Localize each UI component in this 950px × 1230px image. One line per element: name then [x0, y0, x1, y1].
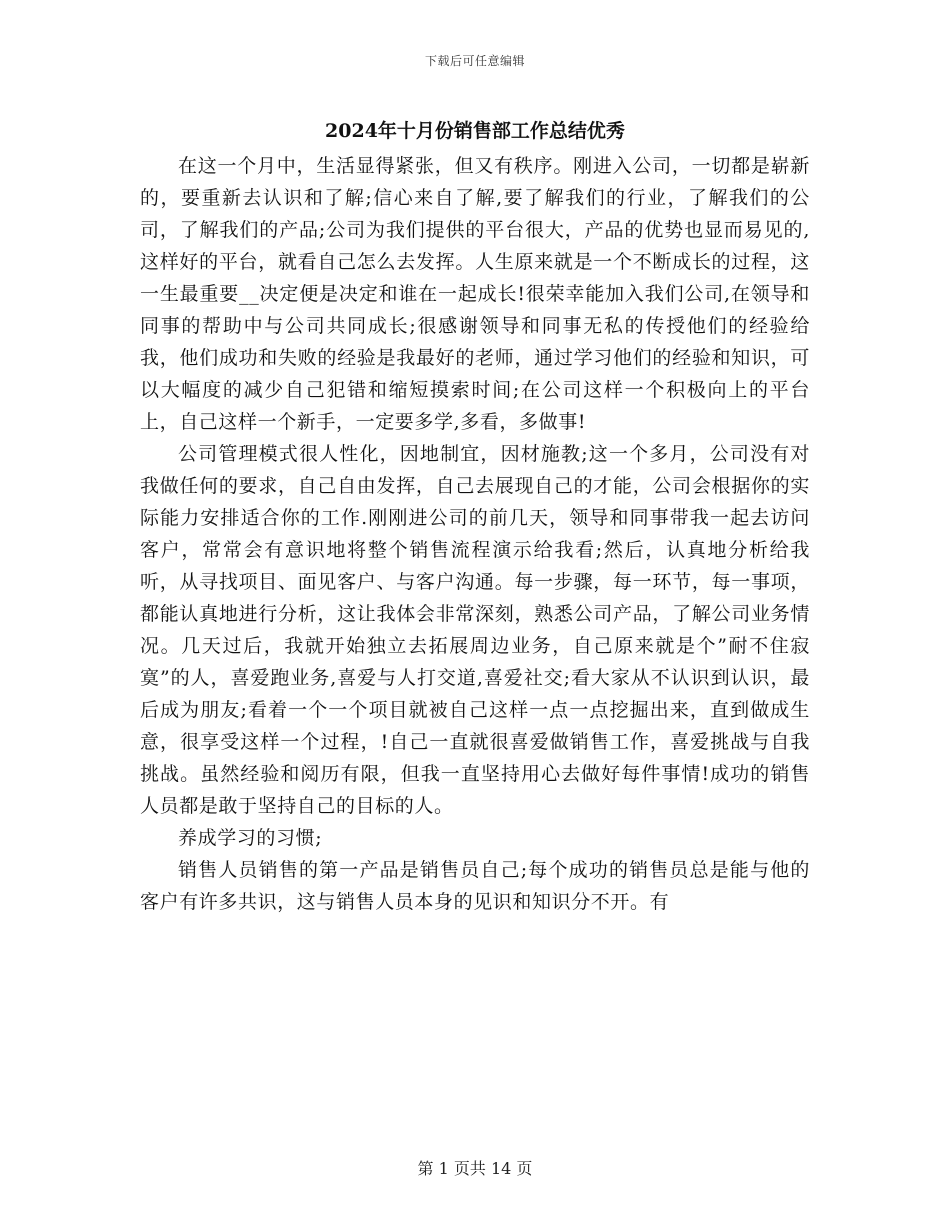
paragraph-1: 在这一个月中，生活显得紧张，但又有秩序。刚进入公司，一切都是崭新的，要重新去认识和了解;信心来自了解,要了解我们的行业，了解我们的公司，了解我们的产品;公司为我们提供的平台很大，产品的优势也显而易见的,这样好的平台，就看自己怎么去发挥。人生原来就是一个不断成长的过程，这一生最重要__决定便是决定和谁在一起成长!很荣幸能加入我们公司,在领导和同事的帮助中与公司共同成长;很感谢领导和同事无私的传授他们的经验给我，他们成功和失败的经验是我最好的老师，通过学习他们的经验和知识，可以大幅度的减少自己犯错和缩短摸索时间;在公司这样一个积极向上的平台上，自己这样一个新手，一定要多学,多看，多做事! [140, 155, 810, 433]
paragraph-4: 销售人员销售的第一产品是销售员自己;每个成功的销售员总是能与他的客户有许多共识，这与销售人员本身的见识和知识分不开。有 [140, 859, 810, 913]
paragraph-2: 公司管理模式很人性化，因地制宜，因材施教;这一个多月，公司没有对我做任何的要求，自己自由发挥，自己去展现自己的才能，公司会根据你的实际能力安排适合你的工作.刚刚进公司的前几天，领导和同事带我一起去访问客户，常常会有意识地将整个销售流程演示给我看;然后，认真地分析给我听，从寻找项目、面见客户、与客户沟通。每一步骤，每一环节，每一事项，都能认真地进行分析，这让我体会非常深刻，熟悉公司产品，了解公司业务情况。几天过后，我就开始独立去拓展周边业务，自己原来就是个”耐不住寂寞”的人，喜爱跑业务,喜爱与人打交道,喜爱社交;看大家从不认识到认识，最后成为朋友;看着一个一个项目就被自己这样一点一点挖掘出来，直到做成生意，很享受这样一个过程，!自己一直就很喜爱做销售工作，喜爱挑战与自我挑战。虽然经验和阅历有限，但我一直坚持用心去做好每件事情!成功的销售人员都是敢于坚持自己的目标的人。 [140, 443, 810, 817]
document-body [140, 150, 810, 918]
header-note: 下载后可任意编辑 [424, 54, 525, 68]
document-title: 2024年十月份销售部工作总结优秀 [325, 120, 625, 142]
paragraph-3: 养成学习的习惯; [178, 827, 323, 849]
page-indicator: 第 1 页共 14 页 [417, 1159, 533, 1178]
